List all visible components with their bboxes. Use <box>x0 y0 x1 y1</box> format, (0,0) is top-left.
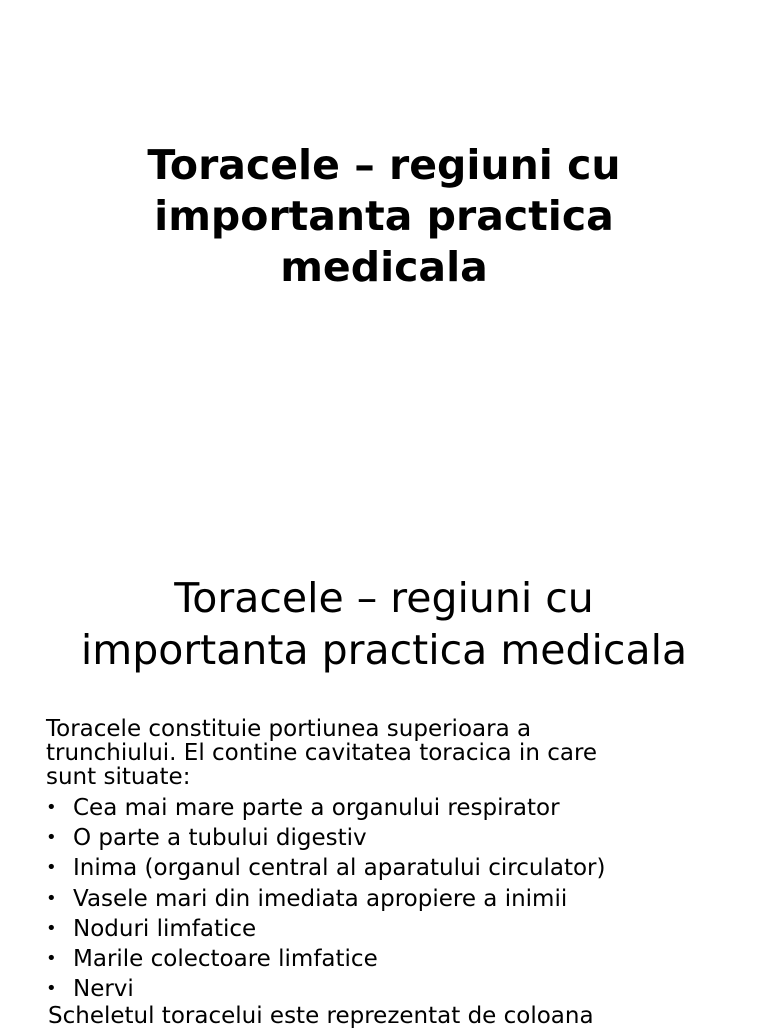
bullet-list <box>46 793 746 1004</box>
bullet-icon: • <box>46 947 57 969</box>
list-item <box>46 823 746 853</box>
bullet-icon: • <box>46 797 57 818</box>
slide-2-title <box>0 572 768 676</box>
list-item-text: O parte a tubului digestiv <box>73 825 367 852</box>
bullet-icon: • <box>46 917 57 939</box>
list-item <box>46 974 746 1004</box>
list-item-text: Inima (organul central al aparatului circulator) <box>73 855 606 882</box>
list-item <box>46 853 746 883</box>
list-item-text: Nervi <box>73 976 134 1003</box>
bullet-icon: • <box>46 857 57 879</box>
bullet-icon: • <box>46 978 57 1000</box>
list-item-text: Marile colectoare limfatice <box>73 945 378 972</box>
slide-2-title-line: Toracele – regiuni cu <box>174 574 594 622</box>
bullet-icon: • <box>46 887 57 909</box>
bullet-icon: • <box>46 827 57 849</box>
list-item <box>46 884 746 914</box>
list-item-text: Cea mai mare parte a organului respirator <box>73 795 560 821</box>
outro-line: Scheletul toracelui este reprezentat de coloana <box>48 1003 594 1029</box>
list-item <box>46 914 746 944</box>
slide-2-body <box>46 717 746 1028</box>
list-item-text: Noduri limfatice <box>73 915 257 942</box>
intro-line: trunchiului. El contine cavitatea toracica in care <box>46 740 598 766</box>
intro-line: Toracele constituie portiunea superioara a <box>46 716 532 742</box>
list-item <box>46 944 746 974</box>
slide-1-title-line: importanta practica <box>154 192 614 240</box>
slide-2-title-line: importanta practica medicala <box>80 626 688 674</box>
list-item <box>46 793 746 823</box>
list-item-text: Vasele mari din imediata apropiere a inimii <box>73 885 568 912</box>
intro-paragraph <box>46 717 723 789</box>
slide-1-title-line: medicala <box>280 243 488 291</box>
slide-1-title <box>0 140 768 293</box>
intro-line: sunt situate: <box>46 764 191 790</box>
slide-1-title-line: Toracele – regiuni cu <box>147 141 621 189</box>
